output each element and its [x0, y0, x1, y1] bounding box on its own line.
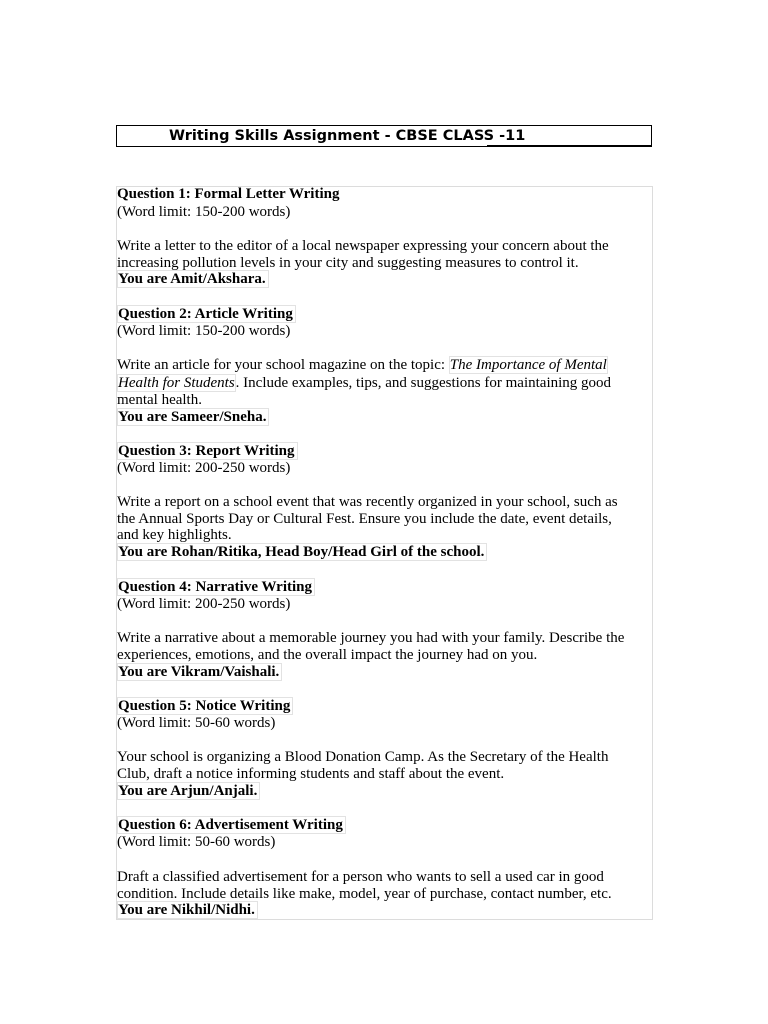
question-2-body-line-2	[117, 375, 611, 392]
question-3-role	[117, 544, 487, 561]
question-3-word-limit: (Word limit: 200-250 words)	[117, 460, 291, 476]
question-2-body-prefix: Write an article for your school magazine on the topic:	[117, 357, 449, 373]
question-3-heading-text: Question 3: Report Writing	[117, 442, 298, 460]
question-1-body-line-1: Write a letter to the editor of a local newspaper expressing your concern about the	[117, 238, 609, 254]
question-4-body-line-1: Write a narrative about a memorable journey you had with your family. Describe the	[117, 630, 625, 646]
question-2-heading	[117, 306, 296, 323]
question-6-heading-text: Question 6: Advertisement Writing	[117, 816, 346, 834]
question-6-role	[117, 902, 258, 919]
question-6-body-line-1: Draft a classified advertisement for a person who wants to sell a used car in good	[117, 869, 604, 885]
question-6-word-limit: (Word limit: 50-60 words)	[117, 834, 276, 850]
question-2-role	[117, 409, 269, 426]
question-3-body-line-1: Write a report on a school event that was recently organized in your school, such as	[117, 494, 618, 510]
question-3-body-line-2: the Annual Sports Day or Cultural Fest. Ensure you include the date, event details,	[117, 511, 612, 527]
question-2-role-text: You are Sameer/Sneha.	[117, 408, 269, 426]
question-1-body-line-2: increasing pollution levels in your city and suggesting measures to control it.	[117, 255, 579, 271]
question-2-body-line-1	[117, 357, 608, 374]
question-5-heading	[117, 698, 293, 715]
question-2-topic-part-2: Health for Students	[118, 375, 235, 391]
question-5-word-limit: (Word limit: 50-60 words)	[117, 715, 276, 731]
question-3-heading	[117, 443, 298, 460]
question-1-role	[117, 271, 269, 288]
question-3-role-text: You are Rohan/Ritika, Head Boy/Head Girl of the school.	[117, 543, 487, 561]
question-6-role-text: You are Nikhil/Nidhi.	[117, 901, 258, 919]
question-4-role-text: You are Vikram/Vaishali.	[117, 663, 282, 681]
question-1-word-limit: (Word limit: 150-200 words)	[117, 204, 291, 220]
question-3-body-line-3: and key highlights.	[117, 527, 232, 543]
question-4-role	[117, 664, 282, 681]
question-2-body-line-3: mental health.	[117, 392, 202, 408]
title-box	[116, 125, 652, 147]
question-1-role-text: You are Amit/Akshara.	[117, 270, 269, 288]
question-6-heading	[117, 817, 346, 834]
question-5-body-line-1: Your school is organizing a Blood Donation Camp. As the Secretary of the Health	[117, 749, 609, 765]
title-underline	[487, 145, 651, 146]
question-2-body-suffix: . Include examples, tips, and suggestions for maintaining good	[235, 375, 612, 391]
question-2-word-limit: (Word limit: 150-200 words)	[117, 323, 291, 339]
question-1-heading: Question 1: Formal Letter Writing	[117, 186, 340, 202]
question-2-topic-part-1: The Importance of Mental	[449, 357, 607, 373]
question-5-role	[117, 783, 260, 800]
question-5-heading-text: Question 5: Notice Writing	[117, 697, 293, 715]
question-4-heading-text: Question 4: Narrative Writing	[117, 578, 315, 596]
question-6-body-line-2: condition. Include details like make, model, year of purchase, contact number, etc.	[117, 886, 612, 902]
question-2-heading-text: Question 2: Article Writing	[117, 305, 296, 323]
question-4-body-line-2: experiences, emotions, and the overall impact the journey had on you.	[117, 647, 538, 663]
question-4-heading	[117, 579, 315, 596]
page-title: Writing Skills Assignment - CBSE CLASS -11	[169, 128, 526, 144]
question-5-role-text: You are Arjun/Anjali.	[117, 782, 260, 800]
question-5-body-line-2: Club, draft a notice informing students and staff about the event.	[117, 766, 505, 782]
question-4-word-limit: (Word limit: 200-250 words)	[117, 596, 291, 612]
